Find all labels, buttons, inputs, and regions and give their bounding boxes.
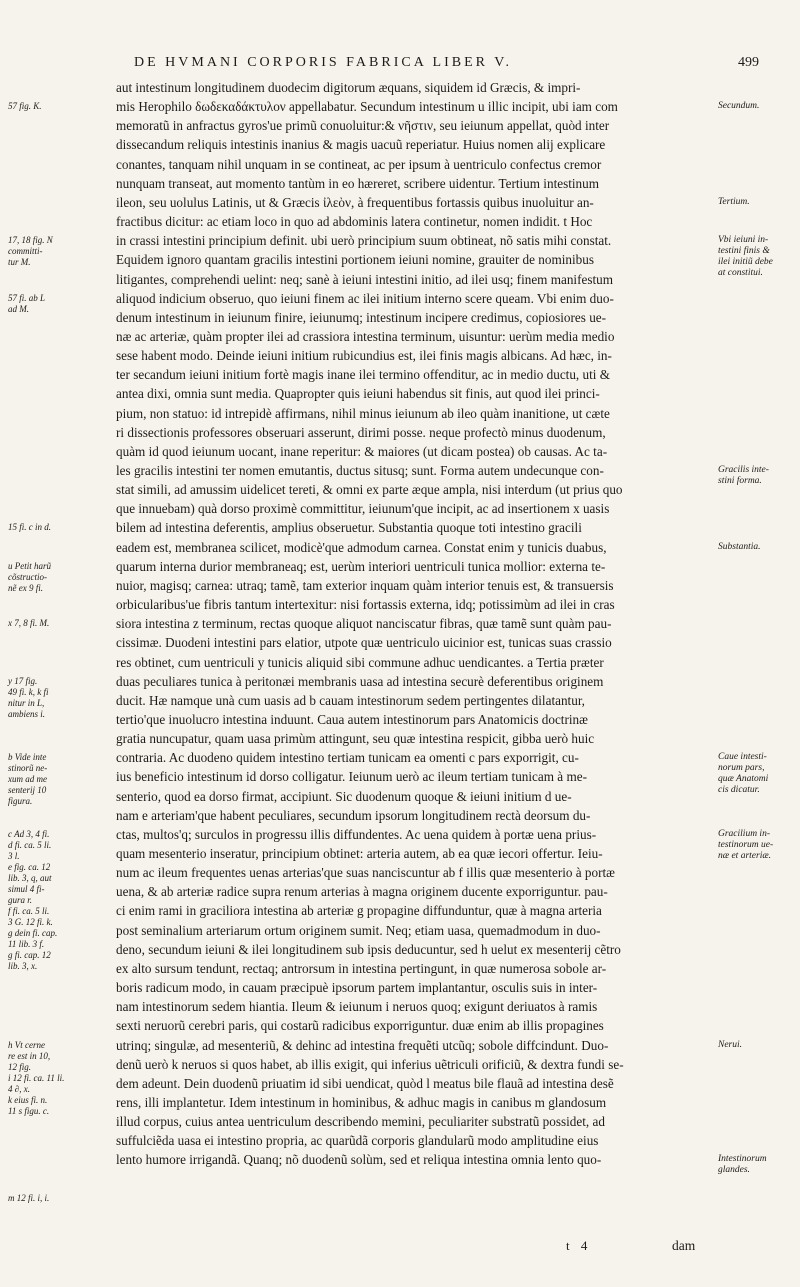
text-line: quàm id quod ieiunum uocant, inane reperitur: & maiores (ut dicam postea) ob causas. Ac ta- <box>116 443 608 459</box>
text-line: quarum interna durior membraneaq; est, uerùm interiori uentriculi tunica mollior: externa te- <box>116 558 606 574</box>
text-line: bilem ad intestina deferentis, amplius obseruetur. Substantia quoque toti intestino gracili <box>116 520 582 536</box>
left-marginal-note: 17, 18 fig. N committi- tur M. <box>8 235 53 268</box>
right-marginal-note: Caue intesti- norum pars, quæ Anatomi cis dicatur. <box>718 752 769 796</box>
text-line: litigantes, comprehendi uelint: neq; sanè à ieiuni intestini initio, ad ilei usq; finem manifestum <box>116 271 613 287</box>
left-marginal-note: c Ad 3, 4 fi. d fi. ca. 5 li. 3 l. e fig. ca. 12 lib. 3, q, aut simul 4 fi- gura r. f fi. ca. 5 li. 3 G. 12 fi. k. g dein fi. cap. 11 lib. 3 f. g fi. cap. 12 lib. 3, x. <box>8 828 58 971</box>
text-line: conantes, tanquam nihil unquam in se contineat, ac per ipsum à uentriculo confectus cremor <box>116 156 602 172</box>
text-line: contraria. Ac duodeno quidem intestino tertiam tunicam ea omenti c pars exporrigit, cu- <box>116 750 579 766</box>
text-line: sese habent modo. Deinde ieiuni initium rubicundius est, ilei finis magis albicans. Ad hæc, in- <box>116 348 612 364</box>
text-line: quam mesenterio inseratur, principium obtinet: arteria autem, ab ea quæ iecori offertur. Ieiu- <box>116 846 603 861</box>
text-line: ducit. Hæ namque unà cum uasis ad b cauam intestinorum sedem pertingentes dilatantur, <box>116 692 585 708</box>
text-line: denum intestinum in ieiunum finire, ieiunumq; intestinum incipere credimus, copiosiores ue- <box>116 309 607 325</box>
right-marginal-note: Substantia. <box>718 541 761 552</box>
text-line: ter secandum ieiuni initium fortè magis inane ilei termino offenditur, ac in medio ductu, uti & <box>116 367 611 383</box>
text-line: uena, & ab arteriæ radice supra renum arterias à magna originem ducente exporriguntur. pau- <box>116 884 608 900</box>
right-marginal-note: Tertium. <box>718 196 750 207</box>
text-line: ci enim rami in graciliora intestina ab arteriæ g propagine diffunduntur, quæ à magna arteria <box>116 903 602 919</box>
text-line: que innuebam) quà dorso proximè committitur, ieiunum'que incipit, ac ad insertionem x uasis <box>116 501 610 517</box>
right-marginal-note: Gracilis inte- stini forma. <box>718 465 769 486</box>
text-line: res obtinet, cum uentriculi y tunicis aliquid sibi commune adhuc uendicantes. a Tertia præter <box>116 654 604 670</box>
left-marginal-note: 57 fig. K. <box>8 101 42 112</box>
text-line: senterio, quod ea dorso firmat, accipiunt. Sic duodenum quoque & ieiuni initium d ue- <box>116 788 572 804</box>
right-marginal-note: Vbi ieiuni in- testini finis & ilei initiũ debe at constitui. <box>718 235 773 279</box>
text-line: nam intestinorum sedem hiantia. Ileum & ieiunum i neruos quoq; exigunt deriuatos à ramis <box>116 999 598 1015</box>
text-line: boris radicum modo, in cauam præcipuè ipsorum partem implantantur, osculis suis in inter- <box>116 980 598 996</box>
right-marginal-note: Intestinorum glandes. <box>718 1154 767 1176</box>
signature-mark: t 4 <box>566 1238 592 1253</box>
left-marginal-note: 15 fi. c in d. <box>8 522 51 533</box>
catchword: dam <box>672 1238 696 1253</box>
text-line: rens, illi implantetur. Idem intestinum in hominibus, & adhuc magis in canibus m glandosum <box>116 1094 607 1110</box>
text-line: tertio'que inuolucro intestina induunt. Caua autem intestinorum pars Anatomicis doctrinæ <box>116 711 588 727</box>
text-line: dem adeunt. Dein duodenũ priuatim id sibi uendicat, quòd l meatus bile flauã ad intestina desẽ <box>116 1075 614 1091</box>
text-line: aut intestinum longitudinem duodecim digitorum æquans, siquidem id Græcis, & impri- <box>116 80 581 95</box>
left-marginal-note: h Vt cerne re est in 10, 12 fig. i 12 fi. ca. 11 li. 4 ∂, x. k eius fi. n. 11 s figu. c. <box>8 1039 65 1116</box>
running-head: DE HVMANI CORPORIS FABRICA LIBER V. <box>134 55 513 70</box>
left-marginal-note: y 17 fig. 49 fi. k, k fi nitur in L, ambiens i. <box>8 675 49 719</box>
left-marginal-note: b Vide inte stinorũ ne- xum ad me senterij 10 figura. <box>8 752 48 807</box>
text-line: denũ uerò k neruos si quos habet, ab illis exigit, qui inferius uẽtriculi orificiũ, & dextra fundi se- <box>116 1056 624 1072</box>
text-line: dissecandum reliquis intestinis inanius & magis uacuũ reperiatur. Huius nomen alij explicare <box>116 137 606 153</box>
text-line: sexti neruorũ cerebri paris, qui costarũ radicibus exporriguntur. duæ enim ab illis propagines <box>116 1018 604 1034</box>
text-line: illud corpus, cuius antea uentriculum describendo memini, peculiariter substratũ possidet, ad <box>116 1114 605 1130</box>
page-header <box>0 0 800 70</box>
text-line: les gracilis intestini ter nomen emutantis, ductus situsq; sunt. Forma autem undecunque con- <box>116 463 604 478</box>
text-line: num ac ileum frequentes uenas arterias'que suas nanciscuntur ab f illis quæ mesenterio à portæ <box>116 865 615 881</box>
text-line: stat simili, ad amussim uidelicet tereti, & omni ex parte æque ampla, nisi interdum (ut prius quo <box>116 482 623 498</box>
right-marginal-note: Secundum. <box>718 101 760 112</box>
text-line: nam e arteriam'que habent peculiares, secundum ipsorum longitudinem rectà deorsum du- <box>116 807 591 823</box>
left-marginal-note: x 7, 8 fi. M. <box>8 618 50 629</box>
text-line: in crassi intestini principium definit. ubi uerò principium suum obtineat, nõ satis mihi constat. <box>116 233 612 249</box>
text-line: fractibus dicitur: ac etiam loco in quo ad abdominis latera continetur, nomen indidit. t Hoc <box>116 214 593 230</box>
text-line: nunquam transeat, aut momento tantùm in eo hæreret, scribere uidentur. Tertium intestinum <box>116 175 599 191</box>
text-line: siora intestina z terminum, rectas quoque aliquot nanciscatur fibras, quæ tamẽ sunt quàm pau- <box>116 616 612 632</box>
text-line: memoratũ in anfractus gyros'ue primũ conuoluitur:& νῆστιν, seu ieiunum appellat, quòd inter <box>116 118 610 134</box>
text-line: lento humore irrigandã. Quanq; nõ duodenũ solùm, sed et reliqua intestina omnia lento quo- <box>116 1152 602 1168</box>
text-line: aliquod indicium obseruo, quo ieiuni finem ac ilei initium interno scere queam. Vbi enim duo- <box>116 290 614 306</box>
text-line: eadem est, membranea scilicet, modicè'que admodum carnea. Constat enim y tunicis duabus, <box>116 539 607 555</box>
text-line: utrinq; singulæ, ad mesenteriũ, & dehinc ad intestina frequẽti utcũq; sobole diffcindunt. Duo- <box>116 1037 609 1053</box>
text-line: ius beneficio intestinum id dorso colligatur. Ieiunum uerò ac ileum tertiam tunicam à me- <box>116 769 587 785</box>
text-line: ri dissectionis professores obseruari asserunt, dirimi posse. neque profectò minus duodenum, <box>116 424 606 440</box>
text-line: deno, secundum ieiuni & ilei longitudinem sub ipsis deducuntur, sed h uelut ex mesenterij cẽtro <box>116 941 621 957</box>
page-number: 499 <box>738 55 759 70</box>
left-marginal-note: 57 fi. ab L ad M. <box>8 292 46 314</box>
text-line: ex alto sursum tendunt, rectaq; antrorsum in intestina pertingunt, in quæ numerosa sobole ar- <box>116 960 607 976</box>
text-line: pium, non statuo: id intrepidè affirmans, nihil minus ieiunum ab ileo quàm inanitione, ut cæte <box>116 405 610 421</box>
text-line: gratia nuncupatur, quam uasa primùm attingunt, seu quæ intestina respicit, gibba uerò huic <box>116 731 595 747</box>
text-line: post seminalium arteriarum ortum originem sumit. Neq; etiam uasa, quemadmodum in duo- <box>116 922 601 938</box>
text-line: suffulciẽda uasa ei intestino propria, ac quarũdã corporis glandularũ modo amplitudine eius <box>116 1133 599 1149</box>
text-line: nuior, magisq; carnea: utraq; tamẽ, tam exterior inquam quàm interior tenuis est, & transuersis <box>116 577 614 593</box>
right-marginal-note: Gracilium in- testinorum ue- næ et arteriæ. <box>718 828 774 861</box>
text-line: duas peculiares tunica à peritonæi membranis uasa ad intestina securè deferentibus originem <box>116 673 604 689</box>
left-marginal-note: u Petit harũ cõstructio- nẽ ex 9 fi. <box>8 560 51 593</box>
text-line: cissimæ. Duodeni intestini pars elatior, utpote quæ uentriculo uicinior est, tunicas suas crassio <box>116 635 612 651</box>
text-line: antea dixi, omnia sunt media. Quapropter quis ieiuni habendus sit finis, aut quod ilei princi- <box>116 386 600 402</box>
text-line: mis Herophilo δωδεκαδάκτυλον appellabatur. Secundum intestinum u illic incipit, ubi iam com <box>116 99 618 115</box>
text-line: orbicularibus'ue fibris tantum intertexitur: nisi fortassis externa, idq; potissimùm ad ilei in cras <box>116 597 615 613</box>
text-line: ileon, seu uolulus Latinis, ut & Græcis ἰλεὸν, à frequentibus fortassis quibus inuoluitur an- <box>116 194 594 210</box>
text-line: næ ac arteriæ, quàm propter ilei ad crassiora intestina terminum, uisuntur: uerùm media medio <box>116 328 615 344</box>
text-line: ctas, multos'q; surculos in progressu illis diffundentes. Ac uena quidem à portæ uena prius- <box>116 826 597 842</box>
left-marginal-note: m 12 fi. i, i. <box>8 1192 50 1203</box>
right-marginal-note: Nerui. <box>718 1039 743 1050</box>
text-line: Equidem ignoro quantam gracilis intestini portionem ieiuni nomine, grauiter de nominibus <box>116 252 594 268</box>
